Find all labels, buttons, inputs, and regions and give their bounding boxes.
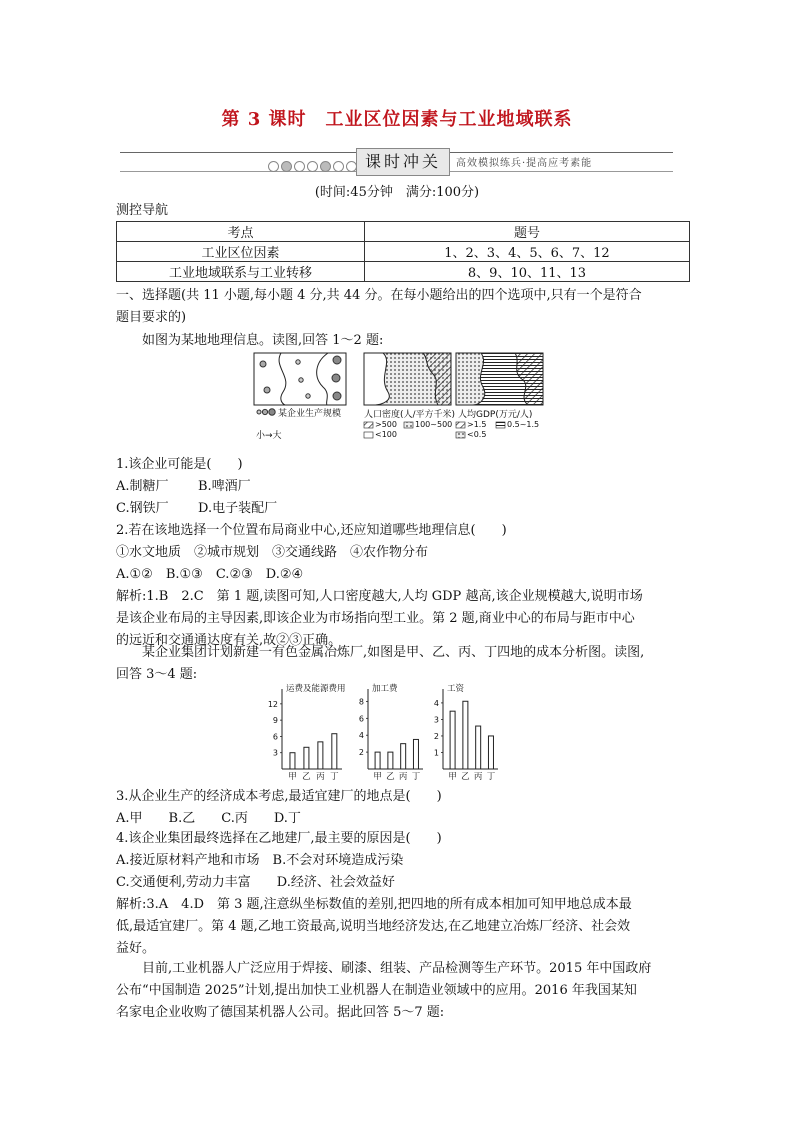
question-stem: 1.该企业可能是( )	[116, 457, 243, 472]
question-4	[116, 828, 690, 894]
intro-line: 公布“中国制造 2025”计划,提出加快工业机器人在制造业领域中的应用。2016 年我国某知	[116, 983, 637, 998]
option-d: D.电子装配厂	[198, 501, 278, 516]
bar	[318, 742, 323, 769]
table-header-cell: 考点	[117, 222, 365, 242]
bar	[375, 752, 380, 769]
y-tick-label: 2	[433, 731, 439, 741]
question-intro-5-7	[116, 958, 690, 1024]
table-cell: 工业地域联系与工业转移	[117, 262, 365, 282]
x-tick-label: 甲	[288, 772, 297, 782]
y-tick-label: 8	[358, 697, 364, 707]
nav-label: 测控导航	[116, 203, 169, 218]
question-3	[116, 786, 690, 830]
table-header-row	[117, 222, 690, 242]
legend-gdp-high: >1.5	[467, 420, 487, 429]
question-stem: 2.若在该地选择一个位置布局商业中心,还应知道哪些地理信息( )	[116, 523, 507, 538]
options-row	[116, 476, 690, 498]
table-header-cell: 题号	[365, 222, 690, 242]
bar	[401, 744, 406, 769]
table-row	[117, 242, 690, 262]
x-tick-label: 乙	[386, 772, 395, 782]
options-row: A.甲 B.乙 C.丙 D.丁	[116, 811, 301, 826]
options-row: A.①② B.①③ C.②③ D.②④	[116, 567, 304, 582]
gdp-map-title: 人均GDP(万元/人)	[458, 410, 533, 420]
options-row: C.交通便利,劳动力丰富 D.经济、社会效益好	[116, 875, 395, 890]
answer-line: 是该企业布局的主导因素,即该企业为市场指向型工业。第 2 题,商业中心的布局与距市中心	[116, 611, 635, 626]
intro-line: 名家电企业收购了德国某机器人公司。据此回答 5～7 题:	[116, 1005, 445, 1020]
question-stem: 4.该企业集团最终选择在乙地建厂,最主要的原因是( )	[116, 831, 442, 846]
x-tick-label: 甲	[448, 772, 457, 782]
table-cell: 8、9、10、11、13	[365, 262, 690, 282]
question-intro-3-4	[116, 642, 690, 686]
question-items: ①水文地质 ②城市规划 ③交通线路 ④农作物分布	[116, 545, 429, 560]
map-figure	[253, 352, 545, 448]
x-tick-label: 丙	[473, 772, 483, 782]
y-tick-label: 9	[272, 716, 278, 726]
answer-line: 解析:3.A 4.D 第 3 题,注意纵坐标数值的差别,把四地的所有成本相加可知甲地总成本最	[116, 897, 632, 912]
x-tick-label: 甲	[373, 772, 382, 782]
bar	[304, 747, 309, 769]
intro-line: 某企业集团计划新建一有色金属冶炼厂,如图是甲、乙、丙、丁四地的成本分析图。读图,	[142, 645, 645, 660]
y-tick-label: 3	[433, 715, 439, 725]
chart-title: 运费及能源费用	[286, 684, 346, 694]
section-heading	[116, 285, 690, 329]
y-tick-label: 3	[272, 748, 278, 758]
answer-line: 解析:1.B 2.C 第 1 题,读图可知,人口密度越大,人均 GDP 越高,该企业规模越大,说明市场	[116, 589, 643, 604]
question-stem: 3.从企业生产的经济成本考虑,最适宜建厂的地点是( )	[116, 789, 442, 804]
bar	[476, 726, 481, 769]
y-tick-label: 4	[433, 698, 439, 708]
options-row: A.接近原材料产地和市场 B.不会对环境造成污染	[116, 853, 404, 868]
legend-gdp-mid: 0.5~1.5	[507, 420, 540, 429]
x-tick-label: 丙	[316, 772, 325, 782]
y-tick-label: 6	[272, 732, 278, 742]
y-tick-label: 6	[358, 714, 364, 724]
table-cell: 工业区位因素	[117, 242, 365, 262]
bar	[388, 752, 393, 769]
bar	[488, 736, 493, 769]
y-tick-label: 1	[433, 748, 439, 758]
bar	[463, 701, 468, 769]
answer-3-4	[116, 894, 690, 960]
intro-line: 目前,工业机器人广泛应用于焊接、刷漆、组装、产品检测等生产环节。2015 年中国政府	[142, 961, 652, 976]
section-heading-line: 一、选择题(共 11 小题,每小题 4 分,共 44 分。在每小题给出的四个选项中,只有一个是符合	[116, 288, 642, 303]
answer-line: 益好。	[116, 941, 156, 956]
y-tick-label: 4	[358, 731, 364, 741]
legend-pop-high: >500	[375, 420, 397, 429]
options-row	[116, 498, 690, 520]
x-tick-label: 乙	[461, 772, 470, 782]
bar	[290, 753, 295, 769]
x-tick-label: 丁	[330, 772, 339, 782]
section-heading-line: 题目要求的)	[116, 310, 187, 325]
intro-line: 回答 3～4 题:	[116, 667, 198, 682]
bar	[332, 734, 337, 769]
x-tick-label: 乙	[302, 772, 311, 782]
y-tick-label: 12	[267, 699, 278, 709]
population-map-title: 人口密度(人/平方千米)	[364, 410, 456, 420]
option-c: C.钢铁厂	[116, 501, 169, 516]
answer-line: 的远近和交通通达度有关,故②③正确。	[116, 633, 342, 648]
option-b: B.啤酒厂	[198, 479, 251, 494]
time-limit: (时间:45分钟 满分:100分)	[314, 185, 480, 200]
question-2	[116, 520, 690, 586]
legend-gdp-low: <0.5	[467, 430, 487, 439]
section-band-label: 课时冲关	[356, 148, 450, 176]
x-tick-label: 丁	[411, 772, 421, 782]
option-a: A.制糖厂	[116, 479, 169, 494]
chart-title: 加工费	[372, 684, 398, 694]
band-slogan: 高效模拟练兵·提高应考素能	[456, 158, 593, 169]
table-cell: 1、2、3、4、5、6、7、12	[365, 242, 690, 262]
table-row	[117, 262, 690, 282]
cost-charts	[262, 683, 532, 783]
question-intro: 如图为某地地理信息。读图,回答 1～2 题:	[142, 333, 384, 348]
legend-pop-low: <100	[375, 430, 397, 439]
page-title: 第 3 课时 工业区位因素与工业地域联系	[221, 109, 573, 130]
answer-line: 低,最适宜建厂。第 4 题,乙地工资最高,说明当地经济发达,在乙地建立冶炼厂经济、社会效	[116, 919, 631, 934]
y-tick-label: 2	[358, 748, 364, 758]
bar	[413, 739, 418, 769]
bar	[450, 711, 455, 769]
legend-pop-mid: 100~500	[415, 420, 453, 429]
legend-scale-label: 某企业生产规模	[278, 409, 342, 419]
chart-title: 工资	[447, 684, 465, 694]
nav-table	[116, 221, 690, 282]
question-1	[116, 454, 690, 520]
legend-arrow-label: 小→大	[256, 431, 282, 441]
x-tick-label: 丁	[486, 772, 496, 782]
x-tick-label: 丙	[398, 772, 408, 782]
